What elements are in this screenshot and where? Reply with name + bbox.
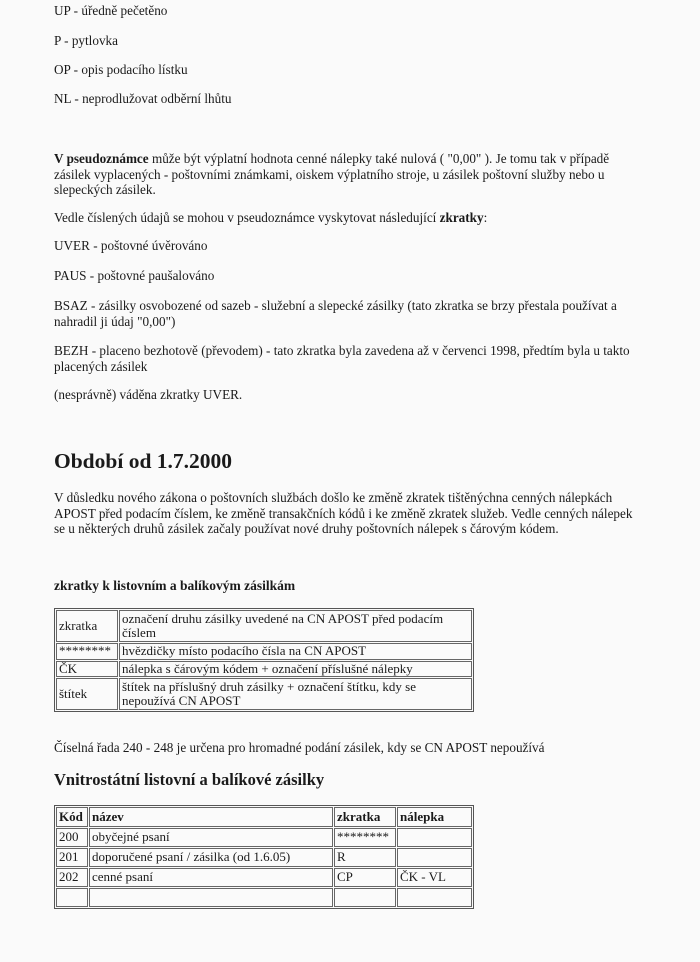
table-cell xyxy=(397,828,472,847)
table-row xyxy=(56,610,472,642)
abbr-line-uver: UVER - poštovné úvěrováno xyxy=(54,238,208,253)
table-cell xyxy=(89,888,333,907)
section-intro: V důsledku nového zákona o poštovních službách došlo ke změně zkratek tištěnýchna cenných nálepkách APOST před podacím číslem, ke změně transakčních kódů i ke změně zkratek služeb. Vedle cenných nálepek se u některých druhů zásilek začaly používat nové druhy poštovních nálepek s čárovým kódem. xyxy=(54,490,633,536)
code-line-nl: NL - neprodlužovat odběrní lhůtu xyxy=(54,91,232,106)
table-cell: ČK xyxy=(56,661,118,678)
range-note: Číselná řada 240 - 248 je určena pro hromadné podání zásilek, kdy se CN APOST nepoužívá xyxy=(54,740,545,755)
domestic-table xyxy=(54,805,474,909)
header-code: Kód xyxy=(56,807,88,827)
domestic-title: Vnitrostátní listovní a balíkové zásilky xyxy=(54,770,325,789)
table-cell: doporučené psaní / zásilka (od 1.6.05) xyxy=(89,848,333,867)
table-cell: nálepka s čárovým kódem + označení příslušné nálepky xyxy=(119,661,472,678)
table-row xyxy=(56,848,472,867)
table-cell: obyčejné psaní xyxy=(89,828,333,847)
table-cell: R xyxy=(334,848,396,867)
table-cell: štítek xyxy=(56,678,118,710)
table-cell xyxy=(56,888,88,907)
table-cell: ČK - VL xyxy=(397,868,472,887)
table-cell xyxy=(397,888,472,907)
abbr-line-paus: PAUS - poštovné paušalováno xyxy=(54,268,215,283)
abbr-line-bezh: BEZH - placeno bezhotově (převodem) - tato zkratka byla zavedena až v červenci 1998, předtím byla u takto placených zásilek xyxy=(54,343,630,374)
table-cell: ******** xyxy=(56,643,118,660)
pseudo-lead: V pseudoznámce xyxy=(54,151,149,166)
table-header-row xyxy=(56,807,472,827)
table-cell: 200 xyxy=(56,828,88,847)
abbr-table xyxy=(54,608,474,712)
code-line-p: P - pytlovka xyxy=(54,33,118,48)
table-cell: ******** xyxy=(334,828,396,847)
abbr-line-uver-note: (nesprávně) váděna zkratky UVER. xyxy=(54,387,243,402)
pseudo-paragraph xyxy=(54,151,644,198)
table-row xyxy=(56,828,472,847)
header-abbr: zkratka xyxy=(334,807,396,827)
table-cell xyxy=(397,848,472,867)
code-line-up: UP - úředně pečetěno xyxy=(54,3,168,18)
table-cell: štítek na příslušný druh zásilky + označení štítku, kdy se nepoužívá CN APOST xyxy=(119,678,472,710)
table-cell: označení druhu zásilky uvedené na CN APOST před podacím číslem xyxy=(119,610,472,642)
table-cell: cenné psaní xyxy=(89,868,333,887)
table-cell xyxy=(334,888,396,907)
table-row xyxy=(56,868,472,887)
table-row xyxy=(56,643,472,660)
code-line-op: OP - opis podacího lístku xyxy=(54,62,188,77)
table-cell: hvězdičky místo podacího čísla na CN APOST xyxy=(119,643,472,660)
header-name: název xyxy=(89,807,333,827)
vedle-text: Vedle číslených údajů se mohou v pseudoznámce vyskytovat následující xyxy=(54,210,440,225)
vedle-bold: zkratky xyxy=(439,210,484,225)
table-row xyxy=(56,888,472,907)
table-cell: CP xyxy=(334,868,396,887)
table-row xyxy=(56,678,472,710)
table-cell: 202 xyxy=(56,868,88,887)
header-label: nálepka xyxy=(397,807,472,827)
vedle-tail: : xyxy=(483,210,488,225)
pseudo-rest: může být výplatní hodnota cenné nálepky také nulová ( "0,00" ). Je tomu tak v případě zásilek vyplacených - poštovními známkami, oiskem výplatního stroje, u zásilek poštovní služby nebo u slepeckých zásilek. xyxy=(54,151,610,197)
table-row xyxy=(56,661,472,678)
abbr-table-title: zkratky k listovním a balíkovým zásilkám xyxy=(54,578,296,593)
section-title: Období od 1.7.2000 xyxy=(54,449,233,473)
abbr-line-bsaz: BSAZ - zásilky osvobozené od sazeb - služební a slepecké zásilky (tato zkratka se brzy přestala používat a nahradil ji údaj "0,00") xyxy=(54,298,617,329)
table-cell: 201 xyxy=(56,848,88,867)
table-cell: zkratka xyxy=(56,610,118,642)
vedle-paragraph xyxy=(54,210,644,226)
